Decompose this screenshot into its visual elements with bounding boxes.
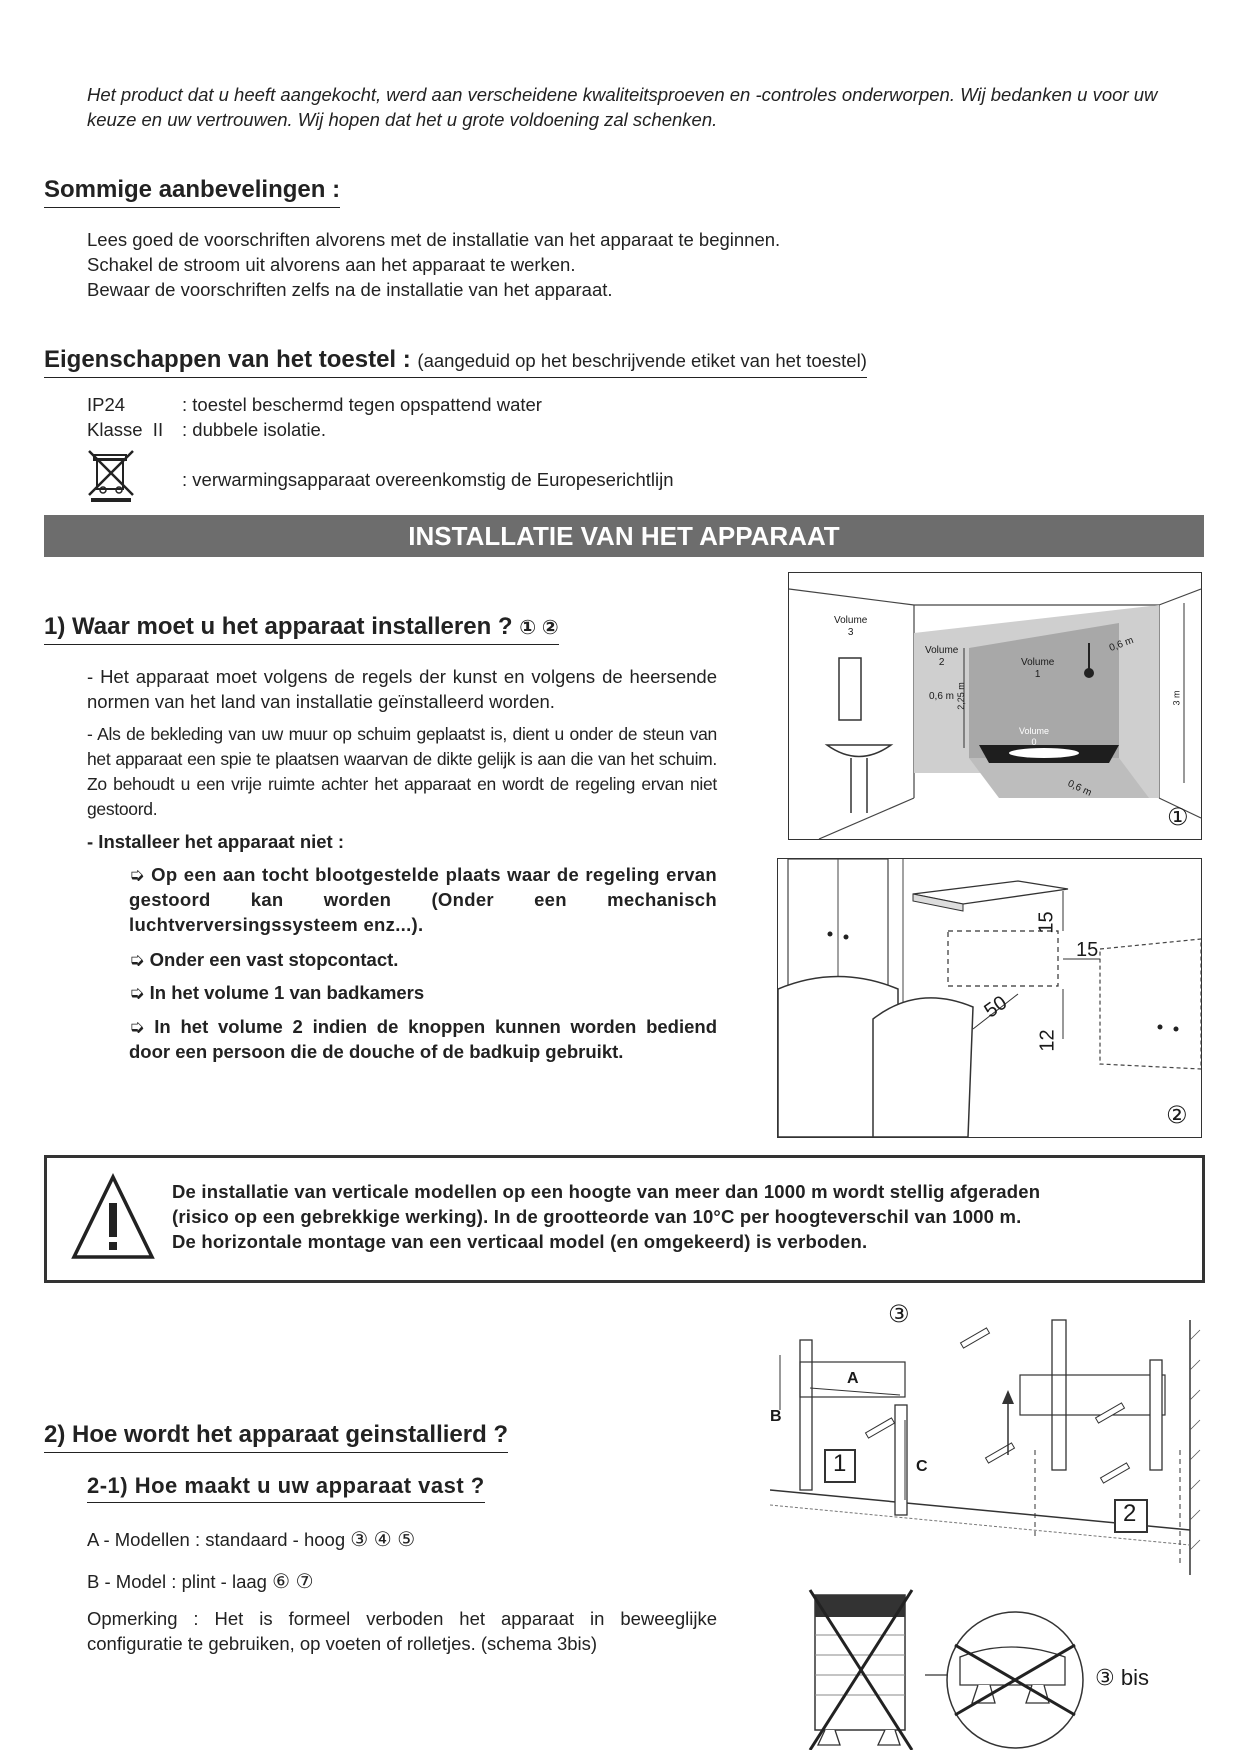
model-a-refs: ③ ④ ⑤	[350, 1529, 416, 1551]
intro-text: Het product dat u heeft aangekocht, werd aan verscheidene kwaliteitsproeven en -controles onderworpen. Wij bedanken u voor uw keuze en uw vertrouwen. Wij hopen dat het u grote voldoening zal schenken.	[87, 84, 1158, 130]
model-a-text: A - Modellen : standaard - hoog	[87, 1529, 346, 1550]
height-label: 3 m	[1171, 690, 1182, 706]
properties-title: Eigenschappen van het toestel :	[44, 346, 411, 373]
recommendation-item: Lees goed de voorschriften alvorens met de installatie van het apparaat te beginnen.	[87, 229, 781, 250]
arrow-icon: ➭	[129, 949, 145, 970]
figure-number: ②	[1166, 1102, 1188, 1129]
dimension-b-label: B	[770, 1408, 782, 1425]
model-b-text: B - Model : plint - laag	[87, 1571, 267, 1592]
distance-label: 0,6 m	[1107, 635, 1136, 654]
volume-3-label: Volume 3	[834, 615, 868, 638]
figure-3bis-no-feet	[800, 1585, 1200, 1750]
clearance-floor-label: 12	[1036, 1029, 1059, 1052]
warning-triangle-icon	[70, 1173, 156, 1263]
dimension-c-label: C	[916, 1458, 928, 1475]
clearance-side-label: 15	[1076, 939, 1099, 961]
bullet-item	[129, 862, 717, 937]
clearance-top-label: 15	[1035, 911, 1058, 934]
distance-label: 0,6 m	[929, 691, 955, 702]
section1-p2: - Als de bekleding van uw muur op schuim geplaatst is, dient u onder de steun van het apparaat een spie te plaatsen waarvan de dikte gelijk is aan die van het schuim. Zo behoudt u een vrije ruimte achter het apparaat en wordt de regeling ervan niet gestoord.	[87, 724, 717, 819]
recommendation-item: Bewaar de voorschriften zelfs na de installatie van het apparaat.	[87, 279, 613, 300]
volume-1-label: Volume 1	[1021, 657, 1055, 680]
bullet-item	[129, 1014, 717, 1064]
not-install-heading: - Installeer het apparaat niet :	[87, 831, 345, 852]
section2-heading: 2) Hoe wordt het apparaat geinstallierd ?	[44, 1421, 508, 1453]
bullet-text: Op een aan tocht blootgestelde plaats waar de regeling ervan gestoord kan worden (Onder een mechanisch luchtverversingssysteem enz...).	[129, 864, 717, 935]
section1-title: 1) Waar moet u het apparaat installeren ?	[44, 613, 513, 640]
recommendations-heading: Sommige aanbevelingen :	[44, 176, 340, 208]
crossed-out-bin-icon	[85, 447, 139, 503]
recommendations-list	[87, 227, 780, 302]
arrow-icon: ➭	[129, 864, 145, 885]
figure-number: ①	[1167, 804, 1189, 831]
installation-banner: INSTALLATIE VAN HET APPARAAT	[44, 515, 1204, 557]
section2-1-heading: 2-1) Hoe maakt u uw apparaat vast ?	[87, 1473, 485, 1503]
model-b-line	[87, 1569, 314, 1595]
property-value: : verwarmingsapparaat overeenkomstig de Europeserichtlijn	[182, 469, 674, 490]
properties-subtitle: (aangeduid op het beschrijvende etiket van het toestel)	[417, 350, 867, 371]
property-key: Klasse II	[87, 419, 164, 440]
section1-p1: - Het apparaat moet volgens de regels der kunst en volgens de heersende normen van het land van installatie geïnstalleerd worden.	[87, 666, 717, 712]
distance-label: 0,6 m	[1065, 778, 1094, 799]
altitude-warning-box	[44, 1155, 1205, 1283]
arrow-icon: ➭	[129, 982, 145, 1003]
bullet-item	[129, 947, 398, 972]
warning-text: De installatie van verticale modellen op een hoogte van meer dan 1000 m wordt stellig afgeraden (risico op een gebrekkige werking). In de grootteorde van 10°C per hoogteverschil van 1000 m. De horizontale montage van een verticaal model (en omgekeerd) is verboden.	[172, 1181, 1041, 1252]
bullet-text: Onder een vast stopcontact.	[149, 949, 399, 970]
arrow-icon: ➭	[129, 1016, 145, 1037]
figure-1-bathroom-volumes	[788, 572, 1202, 840]
figure-number: ③	[888, 1301, 910, 1328]
volume-0-label: Volume 0	[1019, 726, 1050, 747]
properties-heading	[44, 346, 867, 378]
dimension-a-label: A	[847, 1370, 859, 1387]
recommendation-item: Schakel de stroom uit alvorens aan het apparaat te werken.	[87, 254, 576, 275]
property-value: : toestel beschermd tegen opspattend water	[182, 394, 542, 415]
section1-heading	[44, 613, 559, 645]
section1-refs: ① ②	[519, 617, 559, 639]
property-key: IP24	[87, 394, 126, 415]
bullet-item	[129, 980, 424, 1005]
figure-2-clearances	[777, 858, 1202, 1138]
bullet-text: In het volume 2 indien de knoppen kunnen worden bediend door een persoon die de douche of de badkuip gebruikt.	[129, 1016, 717, 1062]
volume-2-label: Volume 2	[925, 645, 959, 668]
bullet-text: In het volume 1 van badkamers	[149, 982, 425, 1003]
figure-3-mounting	[770, 1300, 1210, 1590]
mobile-use-note: Opmerking : Het is formeel verboden het apparaat in beweeglijke configuratie te gebruiken, op voeten of rolletjes. (schema 3bis)	[87, 1608, 717, 1654]
figure-3bis-label: ③ bis	[1095, 1665, 1149, 1690]
bracket-1-label: 1	[833, 1450, 847, 1477]
model-a-line	[87, 1527, 415, 1553]
bracket-2-label: 2	[1123, 1500, 1137, 1527]
height-label: 2,25 m	[955, 682, 966, 710]
model-b-refs: ⑥ ⑦	[272, 1571, 314, 1593]
clearance-front-label: 50	[980, 991, 1012, 1023]
property-value: : dubbele isolatie.	[182, 419, 326, 440]
